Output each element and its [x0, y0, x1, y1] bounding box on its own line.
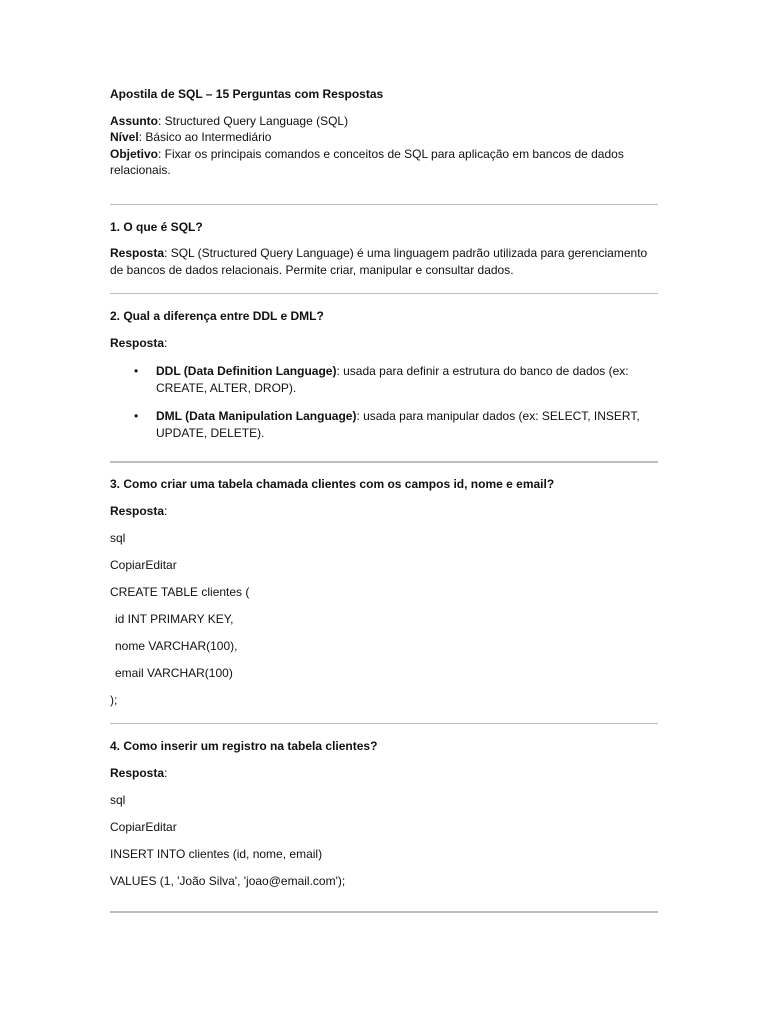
- question-3: 3. Como criar uma tabela chamada clientes com os campos id, nome e email?: [110, 477, 555, 491]
- code-line: nome VARCHAR(100),: [115, 638, 238, 653]
- answer-colon: :: [164, 765, 168, 780]
- code-line: VALUES (1, 'João Silva', 'joao@email.com');: [110, 873, 346, 888]
- section-divider: [110, 911, 658, 913]
- list-item: [110, 363, 658, 396]
- bullet-icon: •: [134, 364, 139, 378]
- bullet-text: : usada para manipular dados (ex: SELECT, INSERT, UPDATE, DELETE).: [156, 409, 640, 440]
- code-block: [110, 530, 658, 709]
- answer-label: Resposta: [110, 503, 165, 518]
- code-line: sql: [110, 792, 126, 807]
- document-title: Apostila de SQL – 15 Perguntas com Respostas: [110, 87, 384, 101]
- code-line: CREATE TABLE clientes (: [110, 584, 250, 599]
- answer-text: : SQL (Structured Query Language) é uma linguagem padrão utilizada para gerenciamento de bancos de dados relacionais. Permite criar, manipular e consultar dados.: [110, 246, 648, 277]
- code-line: email VARCHAR(100): [115, 665, 233, 680]
- answer-1: [110, 245, 658, 278]
- meta-subject: [110, 113, 658, 130]
- question-1: 1. O que é SQL?: [110, 219, 203, 234]
- code-line: INSERT INTO clientes (id, nome, email): [110, 846, 323, 861]
- meta-label: Objetivo: [110, 146, 159, 161]
- bullet-term: DDL (Data Definition Language): [156, 364, 337, 378]
- meta-label: Nível: [110, 130, 139, 144]
- code-line: CopiarEditar: [110, 557, 177, 572]
- meta-value: : Fixar os principais comandos e conceitos de SQL para aplicação em bancos de dados relacionais.: [110, 146, 624, 177]
- answer-3: [110, 503, 658, 520]
- meta-level: [110, 129, 658, 146]
- bullet-list: [110, 363, 658, 441]
- document-content: [110, 86, 658, 913]
- meta-value: : Básico ao Intermediário: [138, 130, 272, 144]
- answer-4: [110, 765, 658, 782]
- code-line: sql: [110, 530, 126, 545]
- code-block: [110, 792, 658, 890]
- question-4: 4. Como inserir um registro na tabela clientes?: [110, 739, 378, 753]
- answer-label: Resposta: [110, 335, 165, 350]
- code-line: CopiarEditar: [110, 819, 177, 834]
- answer-label: Resposta: [110, 246, 165, 260]
- question-2: 2. Qual a diferença entre DDL e DML?: [110, 309, 324, 323]
- list-item: [110, 408, 658, 441]
- bullet-term: DML (Data Manipulation Language): [156, 409, 357, 423]
- meta-label: Assunto: [110, 113, 158, 128]
- answer-colon: :: [164, 335, 168, 350]
- meta-objective: [110, 146, 658, 179]
- answer-2: [110, 335, 658, 352]
- answer-colon: :: [164, 503, 168, 518]
- meta-block: [110, 113, 658, 179]
- bullet-icon: •: [134, 409, 139, 423]
- bullet-text: : usada para definir a estrutura do banco de dados (ex: CREATE, ALTER, DROP).: [156, 364, 629, 395]
- code-line: );: [110, 692, 118, 707]
- code-line: id INT PRIMARY KEY,: [115, 611, 234, 626]
- answer-label: Resposta: [110, 765, 165, 780]
- meta-value: : Structured Query Language (SQL): [158, 113, 349, 128]
